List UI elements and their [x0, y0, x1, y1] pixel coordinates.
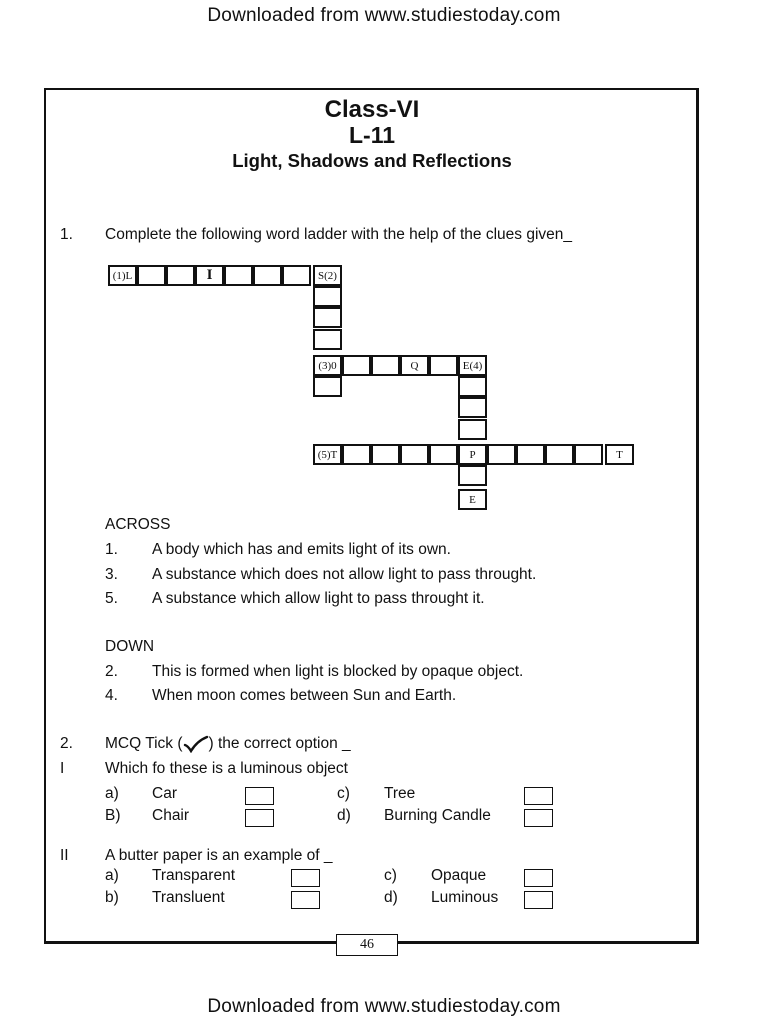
grid-cell[interactable]	[342, 444, 371, 465]
grid-cell[interactable]	[371, 355, 400, 376]
answer-box[interactable]	[524, 809, 553, 827]
grid-cell[interactable]	[166, 265, 195, 286]
grid-cell[interactable]	[429, 355, 458, 376]
grid-cell-E[interactable]: E	[458, 489, 487, 510]
across-heading: ACROSS	[105, 516, 171, 533]
grid-cell[interactable]	[545, 444, 574, 465]
grid-cell[interactable]	[458, 419, 487, 440]
grid-cell-5T[interactable]: (5)T	[313, 444, 342, 465]
grid-cell[interactable]	[574, 444, 603, 465]
grid-cell[interactable]	[313, 286, 342, 307]
option-text: Burning Candle	[384, 807, 491, 824]
q1-text: Complete the following word ladder with the help of the clues given_	[105, 226, 572, 243]
grid-cell[interactable]	[429, 444, 458, 465]
grid-cell-3O[interactable]: (3)0	[313, 355, 342, 376]
header-watermark: Downloaded from www.studiestoday.com	[207, 5, 561, 26]
part-i-number: I	[60, 760, 65, 777]
clue-text: A substance which does not allow light to pass throught.	[152, 566, 537, 583]
clue-text: When moon comes between Sun and Earth.	[152, 687, 457, 704]
answer-box[interactable]	[291, 869, 320, 887]
option-text: Transparent	[152, 867, 235, 884]
answer-box[interactable]	[291, 891, 320, 909]
clue-number: 3.	[105, 566, 118, 583]
grid-cell[interactable]	[371, 444, 400, 465]
option-label: B)	[105, 807, 121, 824]
option-label: c)	[384, 867, 397, 884]
page-number: 46	[336, 934, 398, 956]
grid-cell-S2[interactable]: S(2)	[313, 265, 342, 286]
option-text: Chair	[152, 807, 190, 824]
checkmark-icon	[183, 735, 209, 753]
clue-number: 4.	[105, 687, 118, 704]
q2-instruction-start: MCQ Tick (	[105, 735, 183, 753]
option-text: Tree	[384, 785, 416, 802]
option-label: a)	[105, 785, 119, 802]
grid-cell-E4[interactable]: E(4)	[458, 355, 487, 376]
down-heading: DOWN	[105, 638, 155, 655]
option-text: Car	[152, 785, 177, 802]
grid-cell[interactable]	[313, 376, 342, 397]
footer-watermark: Downloaded from www.studiestoday.com	[207, 996, 561, 1017]
part-ii-number: II	[60, 847, 69, 864]
option-text: Opaque	[431, 867, 487, 884]
answer-box[interactable]	[524, 787, 553, 805]
answer-box[interactable]	[245, 787, 274, 805]
grid-cell[interactable]	[516, 444, 545, 465]
grid-cell[interactable]	[313, 329, 342, 350]
grid-cell-P[interactable]: P	[458, 444, 487, 465]
clue-text: A body which has and emits light of its own.	[152, 541, 451, 558]
grid-cell-I[interactable]: I	[195, 265, 224, 286]
lesson-title: Light, Shadows and Reflections	[232, 150, 512, 171]
option-text: Transluent	[152, 889, 225, 906]
grid-cell-1L[interactable]: (1)L	[108, 265, 137, 286]
grid-cell[interactable]	[224, 265, 253, 286]
part-i-question: Which fo these is a luminous object	[105, 760, 348, 777]
grid-cell[interactable]	[253, 265, 282, 286]
option-label: a)	[105, 867, 119, 884]
option-label: d)	[384, 889, 398, 906]
clue-text: This is formed when light is blocked by opaque object.	[152, 663, 524, 680]
q2-number: 2.	[60, 735, 73, 752]
answer-box[interactable]	[524, 869, 553, 887]
q1-number: 1.	[60, 226, 73, 243]
grid-cell[interactable]	[137, 265, 166, 286]
option-label: b)	[105, 889, 119, 906]
part-ii-question: A butter paper is an example of _	[105, 847, 333, 864]
option-text: Luminous	[431, 889, 499, 906]
grid-cell-Q[interactable]: Q	[400, 355, 429, 376]
grid-cell[interactable]	[487, 444, 516, 465]
grid-cell[interactable]	[458, 397, 487, 418]
option-label: c)	[337, 785, 350, 802]
q2-instruction	[105, 735, 351, 753]
grid-cell[interactable]	[400, 444, 429, 465]
grid-cell[interactable]	[458, 376, 487, 397]
clue-number: 5.	[105, 590, 118, 607]
grid-cell[interactable]	[313, 307, 342, 328]
grid-cell-T[interactable]: T	[605, 444, 634, 465]
class-title: Class-VI	[324, 96, 420, 123]
clue-number: 2.	[105, 663, 118, 680]
clue-number: 1.	[105, 541, 118, 558]
grid-cell[interactable]	[282, 265, 311, 286]
grid-cell[interactable]	[342, 355, 371, 376]
grid-cell[interactable]	[458, 465, 487, 486]
lesson-number: L-11	[348, 122, 396, 148]
q2-instruction-end: ) the correct option _	[208, 735, 351, 753]
answer-box[interactable]	[245, 809, 274, 827]
clue-text: A substance which allow light to pass throught it.	[152, 590, 485, 607]
option-label: d)	[337, 807, 351, 824]
answer-box[interactable]	[524, 891, 553, 909]
